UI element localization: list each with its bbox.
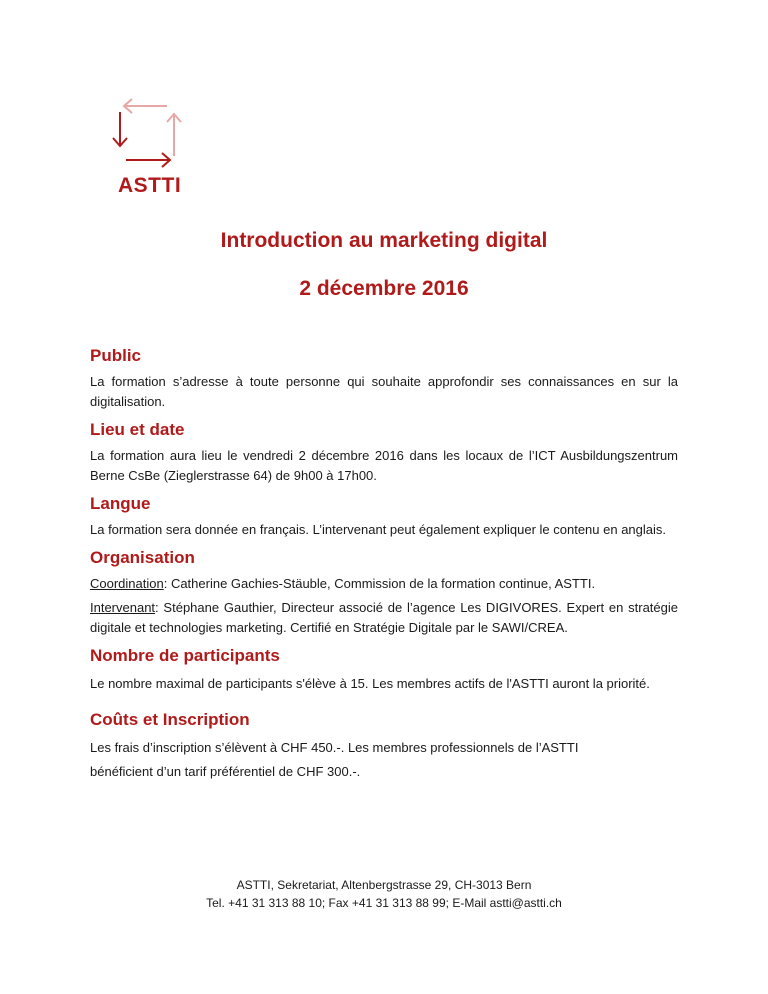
section-heading: Lieu et date: [90, 420, 185, 439]
section-participants: [90, 644, 678, 696]
document-title: Introduction au marketing digital: [220, 229, 548, 252]
astti-logo: [112, 94, 192, 204]
section-organisation: [90, 546, 678, 638]
document-body: [90, 344, 678, 784]
section-heading: Coûts et Inscription: [90, 710, 250, 729]
intervenant-paragraph: [90, 598, 678, 638]
section-text: La formation s’adresse à toute personne qui souhaite approfondir ses connaissances en sur la digitalisation.: [90, 374, 678, 409]
section-text: Le nombre maximal de participants s'élève à 15. Les membres actifs de l'ASTTI auront la priorité.: [90, 676, 650, 691]
section-text: Les frais d’inscription s’élèvent à CHF 450.-. Les membres professionnels de l’ASTTI bénéficient d’un tarif préférentiel de CHF 300.-.: [90, 740, 579, 779]
section-couts: [90, 708, 678, 784]
intervenant-text: : Stéphane Gauthier, Directeur associé de l’agence Les DIGIVORES. Expert en stratégie digitale et technologies marketing. Certifié en Stratégie Digitale par le SAWI/CREA.: [90, 600, 678, 635]
coordination-text: : Catherine Gachies-Stäuble, Commission de la formation continue, ASTTI.: [163, 576, 596, 591]
footer-contact: Tel. +41 31 313 88 10; Fax +41 31 313 88 99; E-Mail astti@astti.ch: [206, 896, 562, 910]
section-heading: Langue: [90, 494, 151, 513]
section-text: La formation sera donnée en français. L’intervenant peut également expliquer le contenu en anglais.: [90, 522, 666, 537]
section-langue: [90, 492, 678, 540]
footer-address: ASTTI, Sekretariat, Altenbergstrasse 29, CH-3013 Bern: [236, 878, 532, 892]
section-public: [90, 344, 678, 412]
section-heading: Public: [90, 346, 142, 365]
coordination-paragraph: [90, 574, 678, 594]
footer: [0, 876, 768, 912]
coordination-label: Coordination: [90, 576, 164, 591]
logo-text: ASTTI: [118, 174, 182, 197]
section-heading: Nombre de participants: [90, 646, 280, 665]
arrows-logo-icon: [112, 94, 192, 174]
document-date: 2 décembre 2016: [299, 277, 469, 300]
intervenant-label: Intervenant: [90, 600, 156, 615]
section-text: La formation aura lieu le vendredi 2 décembre 2016 dans les locaux de l’ICT Ausbildungszentrum Berne CsBe (Zieglerstrasse 64) de 9h00 à 17h00.: [90, 448, 678, 483]
section-lieu: [90, 418, 678, 486]
section-heading: Organisation: [90, 548, 195, 567]
